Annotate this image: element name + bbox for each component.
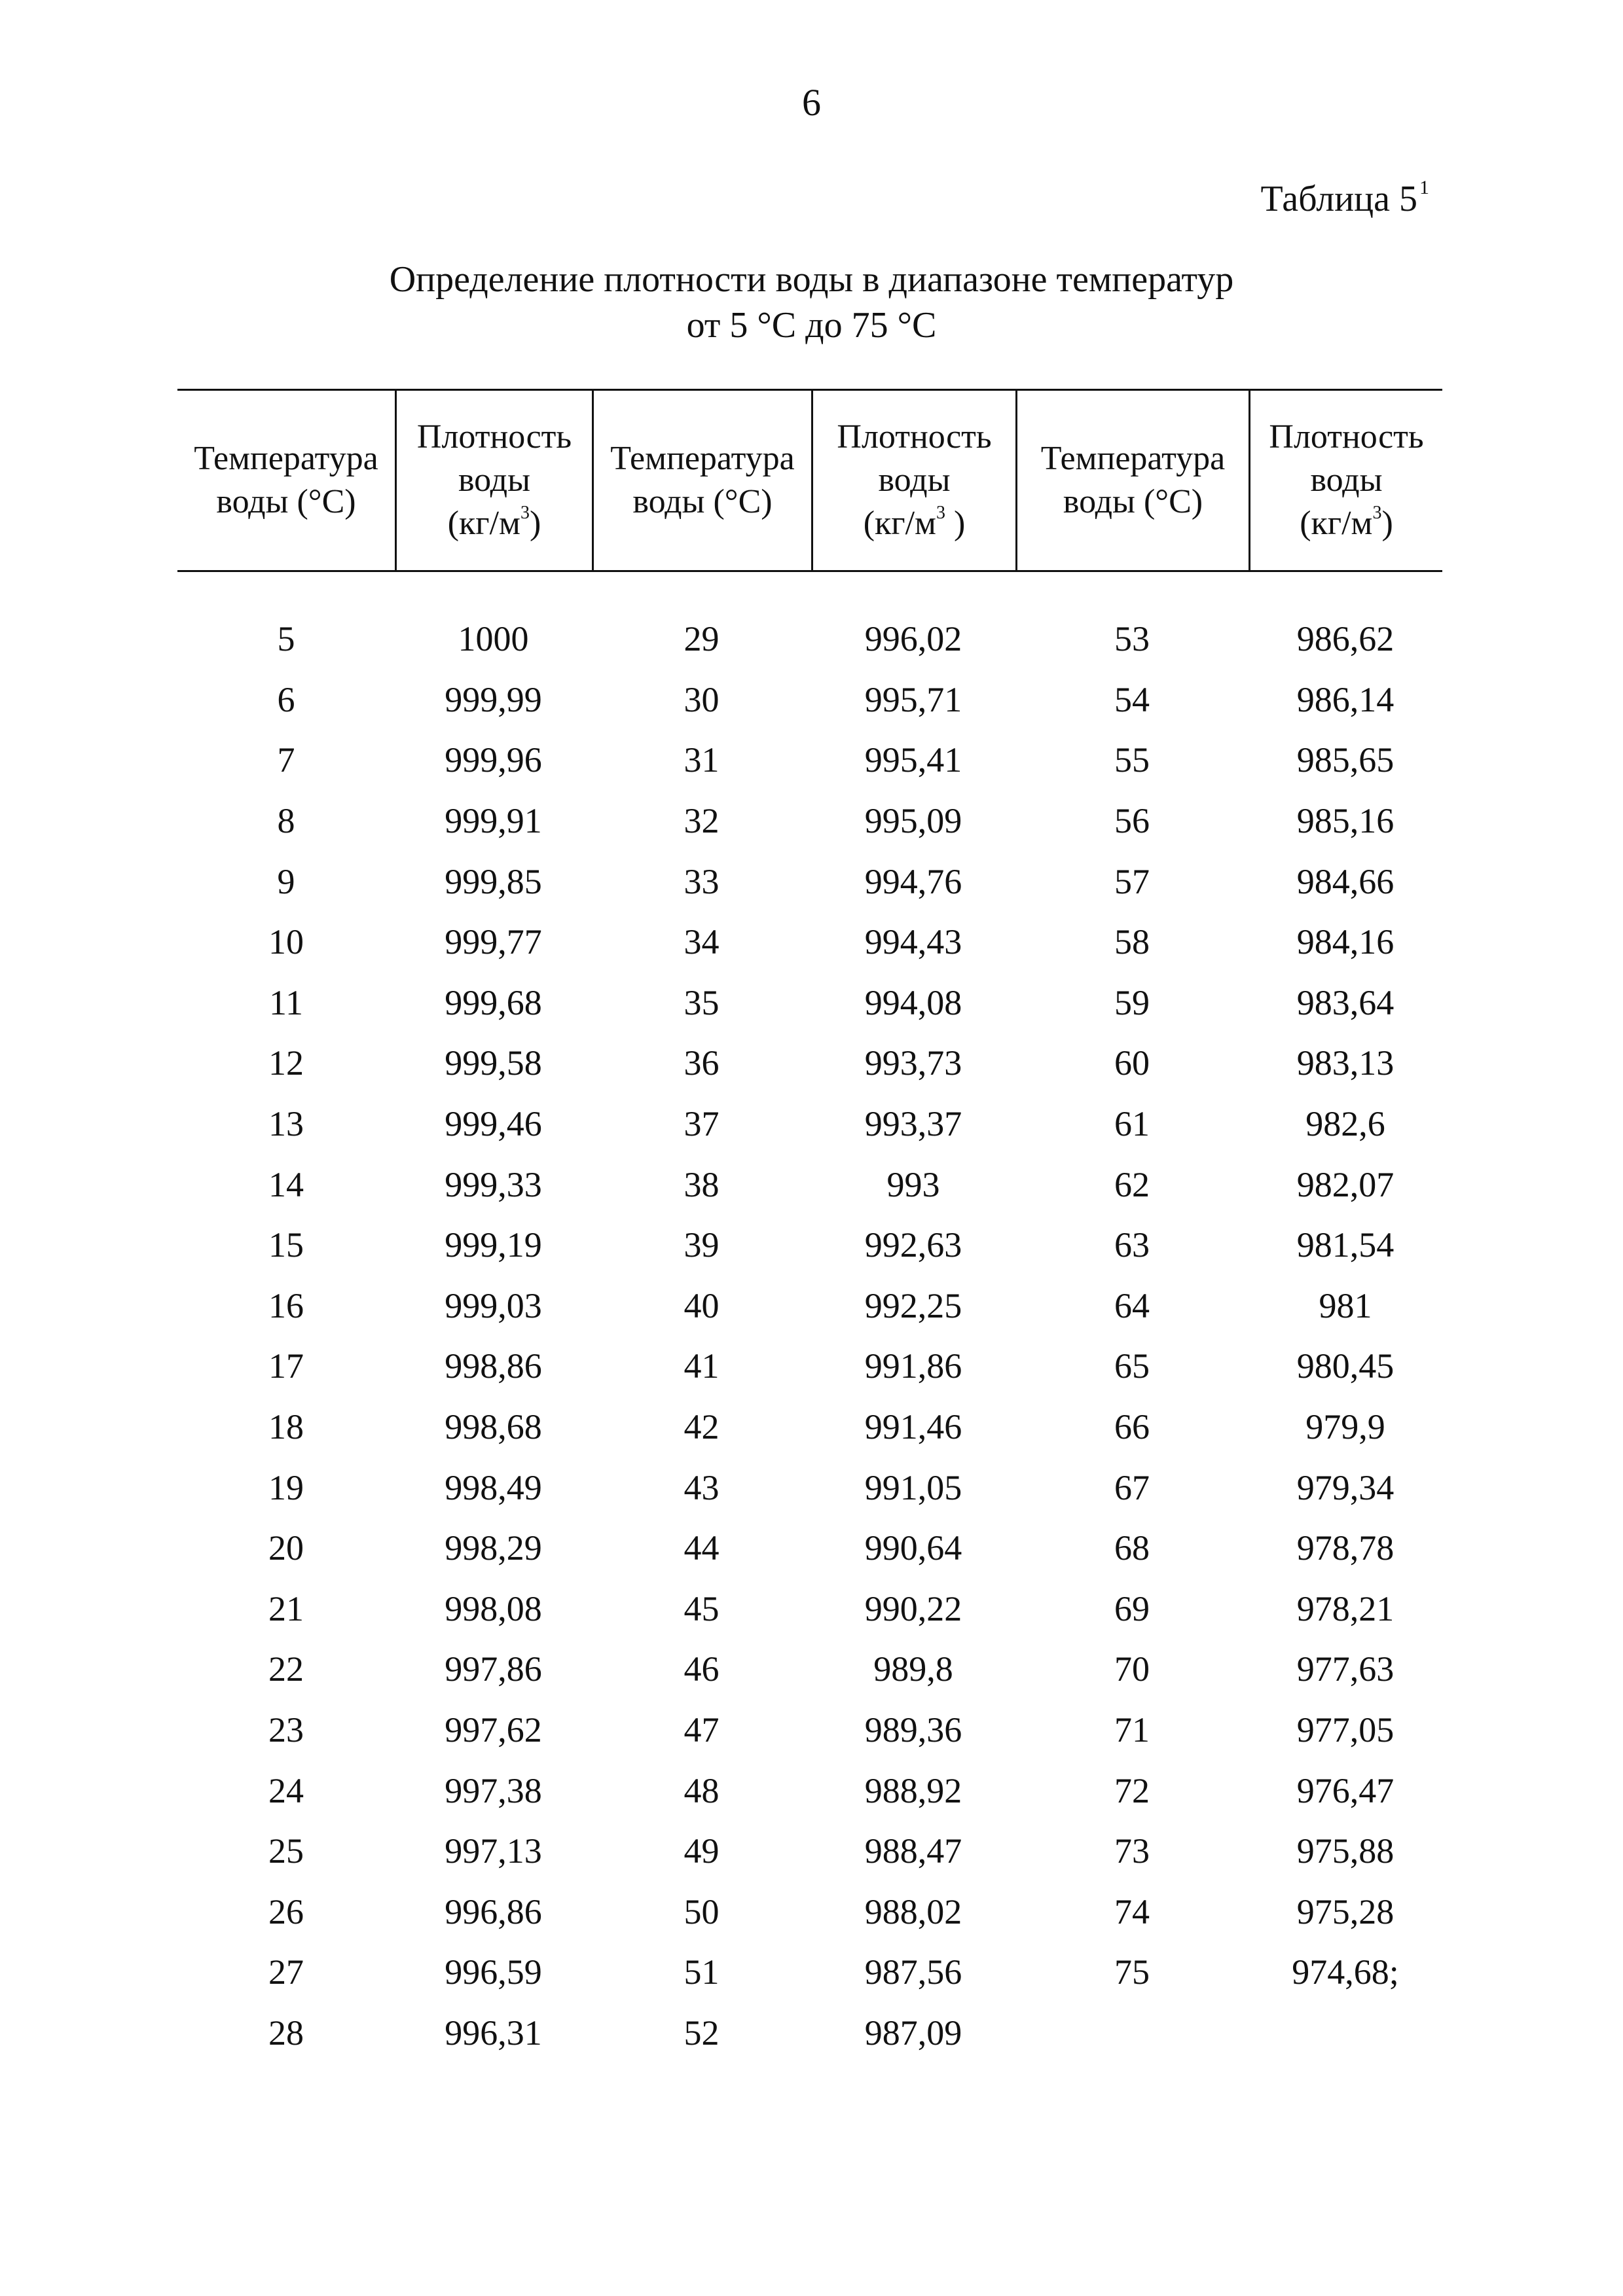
caption-line-1: Определение плотности воды в диапазоне температур xyxy=(389,259,1234,300)
cell-density: 981,54 xyxy=(1296,1225,1395,1265)
cell-temperature: 64 xyxy=(1114,1285,1150,1325)
cell-density: 996,02 xyxy=(864,619,962,659)
header-line: Температура xyxy=(194,440,378,477)
cell-density: 988,02 xyxy=(864,1892,962,1931)
cell-density: 1000 xyxy=(458,619,529,659)
cell-density: 979,9 xyxy=(1305,1407,1385,1447)
cell-density: 993 xyxy=(886,1164,940,1204)
table-body xyxy=(177,609,1442,2063)
header-line: воды xyxy=(458,461,531,499)
cell-temperature: 22 xyxy=(268,1649,304,1689)
table-row xyxy=(177,670,1442,730)
table-row xyxy=(177,1154,1442,1215)
table-row xyxy=(177,1760,1442,1821)
table-label xyxy=(1260,178,1429,217)
cell-temperature: 33 xyxy=(684,861,720,901)
unit-close: ) xyxy=(1381,505,1393,542)
table-row xyxy=(177,730,1442,791)
table-row xyxy=(177,851,1442,912)
cell-density: 997,86 xyxy=(445,1649,542,1689)
unit-superscript: 3 xyxy=(936,503,945,523)
table-row xyxy=(177,1579,1442,1640)
table-label-text: Таблица 5 xyxy=(1260,179,1417,219)
cell-temperature: 19 xyxy=(268,1467,304,1507)
cell-density: 999,33 xyxy=(445,1164,542,1204)
cell-temperature: 49 xyxy=(684,1831,720,1871)
cell-density: 983,64 xyxy=(1296,982,1395,1022)
cell-temperature: 58 xyxy=(1114,922,1150,962)
cell-density: 975,88 xyxy=(1296,1831,1395,1871)
cell-temperature: 31 xyxy=(684,740,720,780)
cell-temperature: 56 xyxy=(1114,801,1150,841)
table-row xyxy=(177,912,1442,973)
cell-temperature: 35 xyxy=(684,982,720,1022)
cell-temperature: 20 xyxy=(268,1528,304,1568)
table-row xyxy=(177,1276,1442,1336)
cell-density: 992,63 xyxy=(864,1225,962,1265)
cell-density: 998,08 xyxy=(445,1588,542,1628)
cell-density: 990,22 xyxy=(864,1588,962,1628)
cell-temperature: 46 xyxy=(684,1649,720,1689)
cell-density: 999,68 xyxy=(445,982,542,1022)
cell-temperature: 30 xyxy=(684,679,720,719)
cell-density: 988,47 xyxy=(864,1831,962,1871)
cell-density: 999,19 xyxy=(445,1225,542,1265)
table-row xyxy=(177,1457,1442,1518)
table-row xyxy=(177,1033,1442,1094)
cell-density: 997,38 xyxy=(445,1770,542,1810)
cell-temperature: 57 xyxy=(1114,861,1150,901)
table-caption xyxy=(0,257,1623,348)
cell-temperature: 13 xyxy=(268,1104,304,1144)
cell-density: 995,71 xyxy=(864,679,962,719)
cell-density: 994,43 xyxy=(864,922,962,962)
table-row xyxy=(177,973,1442,1033)
cell-temperature: 62 xyxy=(1114,1164,1150,1204)
cell-temperature: 52 xyxy=(684,2013,720,2053)
cell-temperature: 37 xyxy=(684,1104,720,1144)
cell-temperature: 17 xyxy=(268,1346,304,1386)
cell-temperature: 5 xyxy=(277,619,295,659)
cell-density: 990,64 xyxy=(864,1528,962,1568)
cell-density: 983,13 xyxy=(1296,1043,1395,1083)
cell-density: 987,56 xyxy=(864,1952,962,1992)
header-line: Плотность xyxy=(1269,418,1424,456)
cell-temperature: 24 xyxy=(268,1770,304,1810)
cell-density: 985,65 xyxy=(1296,740,1395,780)
table-row xyxy=(177,1215,1442,1276)
table-header xyxy=(177,389,1442,572)
cell-temperature: 39 xyxy=(684,1225,720,1265)
cell-density: 999,46 xyxy=(445,1104,542,1144)
cell-density: 974,68; xyxy=(1292,1952,1399,1992)
cell-density: 998,68 xyxy=(445,1407,542,1447)
cell-density: 977,05 xyxy=(1296,1710,1395,1749)
cell-density: 996,31 xyxy=(445,2013,542,2053)
unit-close: ) xyxy=(529,505,541,542)
cell-temperature: 15 xyxy=(268,1225,304,1265)
cell-density: 984,66 xyxy=(1296,861,1395,901)
table-row xyxy=(177,1336,1442,1397)
cell-temperature: 42 xyxy=(684,1407,720,1447)
cell-density: 993,73 xyxy=(864,1043,962,1083)
cell-density: 995,41 xyxy=(864,740,962,780)
table-label-superscript: 1 xyxy=(1419,177,1429,198)
cell-temperature: 11 xyxy=(269,982,303,1022)
cell-density: 989,36 xyxy=(864,1710,962,1749)
cell-density: 997,62 xyxy=(445,1710,542,1749)
unit-text: (кг/м xyxy=(1300,505,1373,542)
cell-temperature: 25 xyxy=(268,1831,304,1871)
cell-density: 984,16 xyxy=(1296,922,1395,962)
cell-density: 982,07 xyxy=(1296,1164,1395,1204)
cell-temperature: 38 xyxy=(684,1164,720,1204)
cell-temperature: 71 xyxy=(1114,1710,1150,1749)
table-row xyxy=(177,1094,1442,1155)
cell-temperature: 68 xyxy=(1114,1528,1150,1568)
cell-temperature: 53 xyxy=(1114,619,1150,659)
cell-temperature: 21 xyxy=(268,1588,304,1628)
cell-temperature: 61 xyxy=(1114,1104,1150,1144)
cell-temperature: 27 xyxy=(268,1952,304,1992)
cell-temperature: 55 xyxy=(1114,740,1150,780)
cell-temperature: 75 xyxy=(1114,1952,1150,1992)
cell-density: 991,05 xyxy=(864,1467,962,1507)
header-line: Плотность xyxy=(837,418,992,456)
table-row xyxy=(177,1397,1442,1458)
table-row xyxy=(177,1821,1442,1882)
table-row xyxy=(177,1518,1442,1579)
cell-density: 999,03 xyxy=(445,1285,542,1325)
cell-density: 986,62 xyxy=(1296,619,1395,659)
cell-temperature: 50 xyxy=(684,1892,720,1931)
cell-temperature: 72 xyxy=(1114,1770,1150,1810)
cell-temperature: 10 xyxy=(268,922,304,962)
header-unit xyxy=(1300,502,1393,545)
cell-density: 999,99 xyxy=(445,679,542,719)
cell-temperature: 34 xyxy=(684,922,720,962)
cell-temperature: 40 xyxy=(684,1285,720,1325)
cell-density: 998,49 xyxy=(445,1467,542,1507)
cell-temperature: 9 xyxy=(277,861,295,901)
cell-density: 991,46 xyxy=(864,1407,962,1447)
header-line: Температура xyxy=(1040,440,1226,477)
cell-temperature: 45 xyxy=(684,1588,720,1628)
cell-density: 988,92 xyxy=(864,1770,962,1810)
cell-density: 999,96 xyxy=(445,740,542,780)
cell-density: 997,13 xyxy=(445,1831,542,1871)
cell-temperature: 12 xyxy=(268,1043,304,1083)
header-temperature-2 xyxy=(592,391,811,570)
page-number: 6 xyxy=(802,81,821,124)
cell-density: 979,34 xyxy=(1296,1467,1395,1507)
table-row xyxy=(177,1942,1442,2003)
cell-temperature: 65 xyxy=(1114,1346,1150,1386)
cell-temperature: 67 xyxy=(1114,1467,1150,1507)
cell-temperature: 48 xyxy=(684,1770,720,1810)
cell-density: 995,09 xyxy=(864,801,962,841)
header-line: воды (°С) xyxy=(632,483,773,520)
cell-temperature: 54 xyxy=(1114,679,1150,719)
cell-density: 978,21 xyxy=(1296,1588,1395,1628)
cell-temperature: 73 xyxy=(1114,1831,1150,1871)
cell-density: 981 xyxy=(1319,1285,1372,1325)
cell-density: 985,16 xyxy=(1296,801,1395,841)
cell-temperature: 74 xyxy=(1114,1892,1150,1931)
cell-temperature: 26 xyxy=(268,1892,304,1931)
cell-density: 978,78 xyxy=(1296,1528,1395,1568)
unit-superscript: 3 xyxy=(1372,503,1382,523)
cell-density: 991,86 xyxy=(864,1346,962,1386)
cell-temperature: 69 xyxy=(1114,1588,1150,1628)
cell-temperature: 29 xyxy=(684,619,720,659)
header-density-1 xyxy=(395,391,592,570)
unit-text: (кг/м xyxy=(447,505,520,542)
cell-density: 980,45 xyxy=(1296,1346,1395,1386)
cell-temperature: 28 xyxy=(268,2013,304,2053)
header-density-3 xyxy=(1249,391,1442,570)
header-unit xyxy=(864,502,966,545)
cell-temperature: 16 xyxy=(268,1285,304,1325)
cell-density: 999,91 xyxy=(445,801,542,841)
cell-temperature: 59 xyxy=(1114,982,1150,1022)
header-density-2 xyxy=(811,391,1015,570)
cell-density: 996,59 xyxy=(445,1952,542,1992)
cell-density: 977,63 xyxy=(1296,1649,1395,1689)
cell-temperature: 36 xyxy=(684,1043,720,1083)
header-line: воды (°С) xyxy=(216,483,356,520)
table-row xyxy=(177,1639,1442,1700)
cell-temperature: 18 xyxy=(268,1407,304,1447)
cell-temperature: 47 xyxy=(684,1710,720,1749)
header-line: воды (°С) xyxy=(1063,483,1203,520)
cell-temperature: 8 xyxy=(277,801,295,841)
header-line: воды xyxy=(878,461,951,499)
cell-temperature: 23 xyxy=(268,1710,304,1749)
header-temperature-3 xyxy=(1015,391,1249,570)
header-temperature-1 xyxy=(177,391,395,570)
header-line: Плотность xyxy=(416,418,572,456)
cell-temperature: 44 xyxy=(684,1528,720,1568)
cell-density: 996,86 xyxy=(445,1892,542,1931)
cell-density: 992,25 xyxy=(864,1285,962,1325)
cell-density: 986,14 xyxy=(1296,679,1395,719)
cell-temperature: 14 xyxy=(268,1164,304,1204)
cell-density: 987,09 xyxy=(864,2013,962,2053)
cell-temperature: 66 xyxy=(1114,1407,1150,1447)
cell-temperature: 43 xyxy=(684,1467,720,1507)
unit-superscript: 3 xyxy=(520,503,530,523)
cell-density: 999,58 xyxy=(445,1043,542,1083)
cell-temperature: 63 xyxy=(1114,1225,1150,1265)
cell-density: 998,29 xyxy=(445,1528,542,1568)
header-line: Температура xyxy=(610,440,795,477)
cell-density: 982,6 xyxy=(1305,1104,1385,1144)
cell-density: 999,85 xyxy=(445,861,542,901)
table-row xyxy=(177,1881,1442,1942)
cell-density: 976,47 xyxy=(1296,1770,1395,1810)
cell-density: 994,76 xyxy=(864,861,962,901)
cell-density: 989,8 xyxy=(873,1649,953,1689)
table-row xyxy=(177,609,1442,670)
cell-temperature: 6 xyxy=(277,679,295,719)
table-row xyxy=(177,1700,1442,1761)
cell-temperature: 70 xyxy=(1114,1649,1150,1689)
cell-density: 994,08 xyxy=(864,982,962,1022)
caption-line-2: от 5 °С до 75 °С xyxy=(686,305,937,346)
unit-text: (кг/м xyxy=(863,505,936,542)
cell-density: 998,86 xyxy=(445,1346,542,1386)
cell-temperature: 41 xyxy=(684,1346,720,1386)
cell-temperature: 60 xyxy=(1114,1043,1150,1083)
cell-density: 975,28 xyxy=(1296,1892,1395,1931)
cell-temperature: 7 xyxy=(277,740,295,780)
table-row xyxy=(177,791,1442,852)
cell-density: 999,77 xyxy=(445,922,542,962)
header-line: воды xyxy=(1310,461,1383,499)
cell-density: 993,37 xyxy=(864,1104,962,1144)
unit-close: ) xyxy=(945,505,966,542)
cell-temperature: 32 xyxy=(684,801,720,841)
header-unit xyxy=(448,502,541,545)
cell-temperature: 51 xyxy=(684,1952,720,1992)
table-row xyxy=(177,2003,1442,2064)
